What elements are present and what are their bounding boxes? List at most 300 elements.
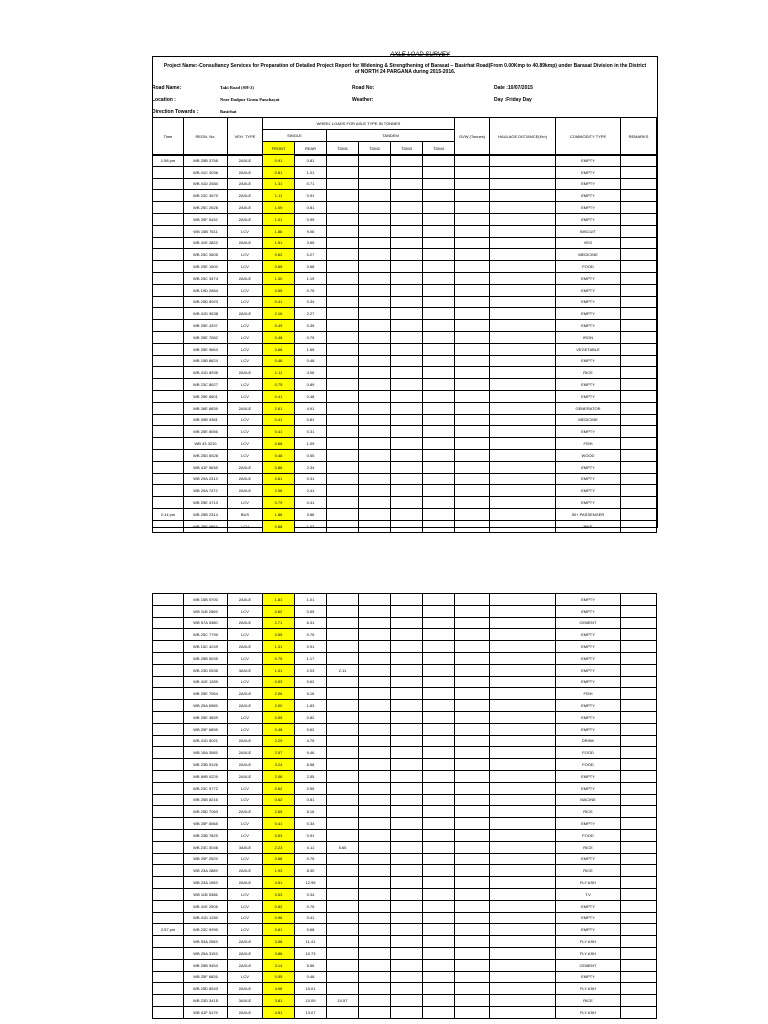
weather-label: Weather: [352,97,374,103]
cell-tdm3 [391,700,423,712]
cell-veh-type: LCV [228,853,263,865]
cell-remarks [621,912,657,924]
table-row [153,605,657,617]
cell-tdm2 [359,367,391,379]
cell-gvw [455,237,490,249]
cell-tdm2 [359,924,391,936]
cell-time [153,688,184,700]
cell-remarks [621,485,657,497]
cell-regn-no: WB 25B 3758 [184,155,228,167]
cell-rear: 4.06 [295,367,327,379]
cell-time [153,272,184,284]
cell-tdm2 [359,688,391,700]
cell-veh-type: LCV [228,438,263,450]
cell-front: 0.41 [263,296,295,308]
cell-tdm2 [359,343,391,355]
cell-gvw [455,155,490,167]
cell-time [153,331,184,343]
cell-haulage [490,794,556,806]
cell-veh-type: 2AXLE [228,190,263,202]
cell-commodity: EMPTY [556,461,621,473]
cell-time [153,520,184,532]
cell-tdm2 [359,237,391,249]
cell-gvw [455,888,490,900]
cell-tdm3 [391,782,423,794]
cell-time [153,355,184,367]
cell-tdm2 [359,497,391,509]
cell-tdm1 [327,1006,359,1018]
cell-tdm3 [391,959,423,971]
table-row [153,390,657,402]
cell-rear: 8.58 [295,759,327,771]
cell-gvw [455,605,490,617]
cell-front: 4.51 [263,877,295,889]
cell-tdm2 [359,770,391,782]
cell-tdm2 [359,190,391,202]
cell-tdm1 [327,629,359,641]
cell-front: 1.31 [263,178,295,190]
table-row [153,747,657,759]
cell-time [153,664,184,676]
cell-tdm1 [327,676,359,688]
cell-gvw [455,912,490,924]
cell-haulage [490,629,556,641]
cell-veh-type: LCV [228,652,263,664]
cell-regn-no: WB 25E 8056 [184,426,228,438]
cell-front: 1.01 [263,664,295,676]
cell-tdm4 [423,617,455,629]
cell-commodity: EMPTY [556,629,621,641]
cell-tdm2 [359,449,391,461]
cell-regn-no: WB 25E 6601 [184,390,228,402]
road-no-label: Road No: [352,85,375,91]
cell-gvw [455,166,490,178]
cell-tdm4 [423,735,455,747]
cell-time [153,676,184,688]
cell-front: 1.09 [263,202,295,214]
cell-regn-no: WB 41F 5638 [184,461,228,473]
cell-tdm2 [359,225,391,237]
cell-regn-no: WB 15A 3085 [184,747,228,759]
cell-regn-no: WB 41D 9638 [184,308,228,320]
cell-tdm3 [391,747,423,759]
table-row [153,841,657,853]
cell-remarks [621,213,657,225]
cell-veh-type: 2AXLE [228,485,263,497]
cell-time [153,711,184,723]
cell-commodity: VEGETABLE [556,343,621,355]
cell-time [153,700,184,712]
cell-gvw [455,594,490,606]
date-label: Date :10/07/2015 [494,85,533,91]
cell-time [153,461,184,473]
cell-tdm3 [391,652,423,664]
cell-tdm4 [423,865,455,877]
cell-front: 1.93 [263,865,295,877]
cell-rear: 12.95 [295,877,327,889]
cell-rear: 0.68 [295,924,327,936]
cell-tdm1: 5.65 [327,841,359,853]
cell-front: 3.81 [263,995,295,1007]
cell-front: 1.51 [263,237,295,249]
cell-front: 0.65 [263,261,295,273]
cell-haulage [490,806,556,818]
cell-remarks [621,794,657,806]
cell-rear: 0.27 [295,249,327,261]
cell-remarks [621,688,657,700]
table-row [153,700,657,712]
cell-veh-type: 2AXLE [228,213,263,225]
cell-veh-type: 2AXLE [228,155,263,167]
data-table-page-2 [152,593,657,1019]
cell-tdm3 [391,794,423,806]
cell-tdm3 [391,331,423,343]
cell-tdm4 [423,723,455,735]
cell-tdm2 [359,652,391,664]
cell-veh-type: LCV [228,605,263,617]
cell-tdm3 [391,272,423,284]
cell-regn-no: WB 15B 8624 [184,355,228,367]
cell-haulage [490,249,556,261]
cell-tdm2 [359,155,391,167]
cell-tdm4 [423,794,455,806]
cell-regn-no: WB 25F 6898 [184,723,228,735]
cell-haulage [490,485,556,497]
cell-commodity: EMPTY [556,355,621,367]
cell-rear: 0.81 [295,202,327,214]
cell-rear: 0.82 [295,711,327,723]
cell-tdm4 [423,296,455,308]
cell-gvw [455,190,490,202]
cell-gvw [455,853,490,865]
cell-tdm1 [327,735,359,747]
cell-front: 2.71 [263,617,295,629]
cell-tdm1 [327,912,359,924]
cell-haulage [490,912,556,924]
cell-tdm3 [391,818,423,830]
cell-haulage [490,261,556,273]
cell-veh-type: LCV [228,888,263,900]
cell-remarks [621,841,657,853]
cell-time: 1:58 pm [153,155,184,167]
cell-regn-no: WB 09B 9381 [184,414,228,426]
cell-tdm3 [391,237,423,249]
cell-front: 0.68 [263,438,295,450]
cell-commodity: FLY ASH [556,983,621,995]
cell-commodity: EMPTY [556,594,621,606]
cell-tdm3 [391,166,423,178]
cell-haulage [490,296,556,308]
cell-commodity: FLY ASH [556,947,621,959]
cell-haulage [490,877,556,889]
cell-veh-type: 2AXLE [228,770,263,782]
cell-tdm3 [391,641,423,653]
cell-commodity: EMPTY [556,664,621,676]
cell-front: 2.00 [263,700,295,712]
cell-veh-type: LCV [228,924,263,936]
cell-remarks [621,947,657,959]
cell-veh-type: LCV [228,711,263,723]
cell-commodity: EMPTY [556,711,621,723]
cell-front: 0.41 [263,426,295,438]
cell-remarks [621,676,657,688]
cell-haulage [490,711,556,723]
cell-tdm4 [423,841,455,853]
cell-tdm2 [359,747,391,759]
cell-rear: 0.41 [295,497,327,509]
cell-tdm2 [359,676,391,688]
cell-tdm2 [359,249,391,261]
cell-tdm2 [359,390,391,402]
cell-front: 2.06 [263,688,295,700]
cell-tdm1 [327,853,359,865]
cell-commodity: EMPTY [556,155,621,167]
cell-veh-type: 2AXLE [228,308,263,320]
cell-tdm3 [391,617,423,629]
cell-rear: 0.99 [295,213,327,225]
cell-front: 0.41 [263,414,295,426]
cell-remarks [621,888,657,900]
cell-remarks [621,995,657,1007]
table-row [153,818,657,830]
cell-gvw [455,723,490,735]
cell-tdm2 [359,877,391,889]
table-row [153,178,657,190]
cell-rear: 0.75 [295,900,327,912]
cell-veh-type: LCV [228,971,263,983]
cell-tdm4 [423,213,455,225]
cell-regn-no: WB 23C 9772 [184,782,228,794]
cell-regn-no: WB 23A 1983 [184,877,228,889]
cell-tdm1 [327,485,359,497]
cell-remarks [621,735,657,747]
cell-veh-type: LCV [228,520,263,532]
cell-front: 2.65 [263,806,295,818]
table-row [153,912,657,924]
cell-tdm4 [423,688,455,700]
cell-regn-no: WB 25D 8543 [184,983,228,995]
cell-tdm2 [359,664,391,676]
cell-rear: 0.35 [295,320,327,332]
cell-regn-no: WB 53A 2583 [184,936,228,948]
cell-haulage [490,676,556,688]
cell-tdm1 [327,178,359,190]
cell-time [153,1006,184,1018]
cell-tdm2 [359,178,391,190]
cell-tdm1 [327,711,359,723]
cell-time [153,320,184,332]
cell-front: 2.06 [263,485,295,497]
cell-remarks [621,711,657,723]
cell-front: 0.86 [263,461,295,473]
cell-rear: 5.56 [295,959,327,971]
cell-time [153,829,184,841]
table-row [153,1006,657,1018]
cell-gvw [455,296,490,308]
cell-remarks [621,296,657,308]
cell-tdm3 [391,841,423,853]
cell-gvw [455,841,490,853]
cell-remarks [621,449,657,461]
cell-regn-no: WB 15B 5700 [184,594,228,606]
cell-tdm1 [327,700,359,712]
cell-remarks [621,853,657,865]
cell-haulage [490,320,556,332]
cell-remarks [621,343,657,355]
table-row [153,379,657,391]
cell-tdm4 [423,402,455,414]
cell-veh-type: 2AXLE [228,617,263,629]
cell-gvw [455,308,490,320]
table-row [153,688,657,700]
cell-gvw [455,320,490,332]
cell-tdm4 [423,249,455,261]
cell-time [153,641,184,653]
cell-tdm1 [327,367,359,379]
cell-front: 1.30 [263,272,295,284]
cell-haulage [490,426,556,438]
cell-rear: 0.81 [295,794,327,806]
table-row [153,924,657,936]
road-name-label: Road Name: [152,85,182,91]
cell-rear: 2.03 [295,664,327,676]
cell-rear: 0.91 [295,190,327,202]
cell-gvw [455,1006,490,1018]
cell-rear: 13.07 [295,1006,327,1018]
cell-tdm3 [391,806,423,818]
cell-tdm2 [359,900,391,912]
cell-tdm4 [423,438,455,450]
cell-commodity: CEMENT [556,617,621,629]
header-tdm2: TDM2 [359,141,391,155]
cell-remarks [621,390,657,402]
cell-rear: 1.65 [295,343,327,355]
cell-rear: 0.91 [295,641,327,653]
cell-haulage [490,178,556,190]
cell-front: 1.01 [263,213,295,225]
cell-tdm2 [359,995,391,1007]
cell-veh-type: 2AXLE [228,747,263,759]
table-row [153,936,657,948]
cell-haulage [490,841,556,853]
cell-time [153,888,184,900]
cell-rear: 0.34 [295,888,327,900]
cell-haulage [490,995,556,1007]
cell-haulage [490,461,556,473]
cell-tdm4 [423,912,455,924]
cell-veh-type: 2AXLE [228,936,263,948]
cell-tdm1 [327,473,359,485]
cell-gvw [455,735,490,747]
cell-tdm1 [327,747,359,759]
cell-front: 4.06 [263,983,295,995]
road-name-value: Taki Road (SH-2) [220,85,254,90]
cell-tdm1 [327,983,359,995]
cell-time [153,983,184,995]
cell-haulage [490,331,556,343]
cell-veh-type: 2AXLE [228,594,263,606]
cell-tdm2 [359,594,391,606]
cell-tdm1 [327,947,359,959]
cell-tdm2 [359,166,391,178]
cell-rear: 3.65 [295,237,327,249]
cell-tdm3 [391,190,423,202]
cell-tdm3 [391,936,423,948]
cell-tdm4 [423,355,455,367]
cell-tdm1: 2.11 [327,664,359,676]
cell-regn-no: WB 41C 3036 [184,166,228,178]
cell-regn-no: WB 25B 9453 [184,959,228,971]
cell-time [153,770,184,782]
direction-label: Direction Towards : [152,109,199,115]
cell-front: 0.55 [263,284,295,296]
cell-tdm1 [327,296,359,308]
table-row [153,426,657,438]
table-row [153,166,657,178]
cell-gvw [455,770,490,782]
cell-front: 0.53 [263,676,295,688]
cell-tdm4 [423,605,455,617]
table-row [153,438,657,450]
cell-tdm1 [327,390,359,402]
cell-tdm3 [391,1006,423,1018]
cell-tdm4 [423,924,455,936]
cell-front: 4.51 [263,1006,295,1018]
cell-front: 0.91 [263,155,295,167]
cell-veh-type: 2AXLE [228,237,263,249]
table-row [153,202,657,214]
cell-commodity: EMPTY [556,190,621,202]
cell-front: 3.24 [263,759,295,771]
cell-haulage [490,770,556,782]
table-row [153,594,657,606]
cell-commodity: EMPTY [556,723,621,735]
cell-tdm4 [423,426,455,438]
cell-rear: 2.27 [295,308,327,320]
header-veh-type: VEH. TYPE [228,118,263,156]
cell-remarks [621,829,657,841]
cell-time: 2:57 pm [153,924,184,936]
cell-tdm2 [359,202,391,214]
table-row [153,782,657,794]
cell-veh-type: 2AXLE [228,1006,263,1018]
cell-haulage [490,936,556,948]
cell-time [153,202,184,214]
cell-haulage [490,853,556,865]
cell-commodity: EMPTY [556,308,621,320]
cell-veh-type: 2AXLE [228,983,263,995]
cell-remarks [621,641,657,653]
cell-tdm3 [391,735,423,747]
cell-tdm3 [391,594,423,606]
cell-tdm1 [327,249,359,261]
cell-commodity: RICE [556,995,621,1007]
cell-tdm1 [327,888,359,900]
cell-gvw [455,629,490,641]
cell-haulage [490,390,556,402]
cell-haulage [490,284,556,296]
cell-tdm2 [359,1006,391,1018]
cell-tdm1 [327,829,359,841]
cell-remarks [621,379,657,391]
cell-tdm2 [359,296,391,308]
cell-haulage [490,520,556,532]
cell-rear: 0.62 [295,676,327,688]
cell-remarks [621,308,657,320]
cell-remarks [621,461,657,473]
cell-veh-type: 2AXLE [228,402,263,414]
cell-veh-type: 2AXLE [228,700,263,712]
